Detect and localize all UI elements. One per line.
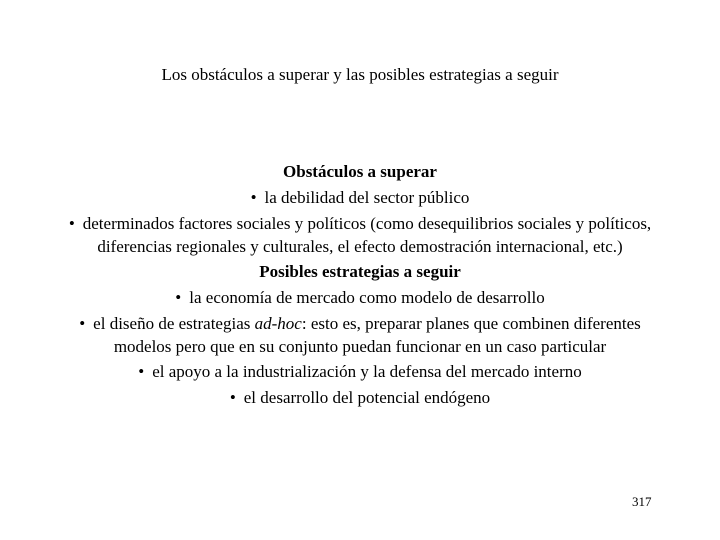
strategy-item-text: el apoyo a la industrialización y la defensa del mercado interno <box>152 362 582 381</box>
bullet-icon: • <box>250 188 257 207</box>
strategy-item-text-suffix: : esto es, preparar planes que combinen diferentes modelos pero que en su conjunto puedan funcionar en un caso particular <box>113 314 641 356</box>
slide-content <box>50 159 670 411</box>
obstacle-item <box>50 211 670 259</box>
obstacle-item-text: determinados factores sociales y políticos (como desequilibrios sociales y políticos, diferencias regionales y culturales, el efecto demostración internacional, etc.) <box>82 214 652 256</box>
strategy-item <box>50 311 670 359</box>
bullet-icon: • <box>68 214 75 233</box>
bullet-icon: • <box>138 362 145 381</box>
bullet-icon: • <box>175 288 182 307</box>
obstacles-heading: Obstáculos a superar <box>283 162 437 181</box>
strategy-item-text-prefix: el diseño de estrategias <box>93 314 255 333</box>
strategy-item-text: el desarrollo del potencial endógeno <box>243 388 491 407</box>
slide-title: Los obstáculos a superar y las posibles estrategias a seguir <box>161 65 559 84</box>
strategy-item <box>50 359 670 385</box>
strategy-item-text: la economía de mercado como modelo de desarrollo <box>189 288 545 307</box>
obstacle-item-text: la debilidad del sector público <box>264 188 470 207</box>
page-number: 317 <box>632 494 652 509</box>
bullet-icon: • <box>79 314 86 333</box>
strategy-item-emphasis: ad-hoc <box>254 314 302 333</box>
obstacle-item <box>50 185 670 211</box>
strategy-item <box>50 285 670 311</box>
strategies-heading: Posibles estrategias a seguir <box>259 262 461 281</box>
bullet-icon: • <box>229 388 236 407</box>
strategy-item <box>50 385 670 411</box>
